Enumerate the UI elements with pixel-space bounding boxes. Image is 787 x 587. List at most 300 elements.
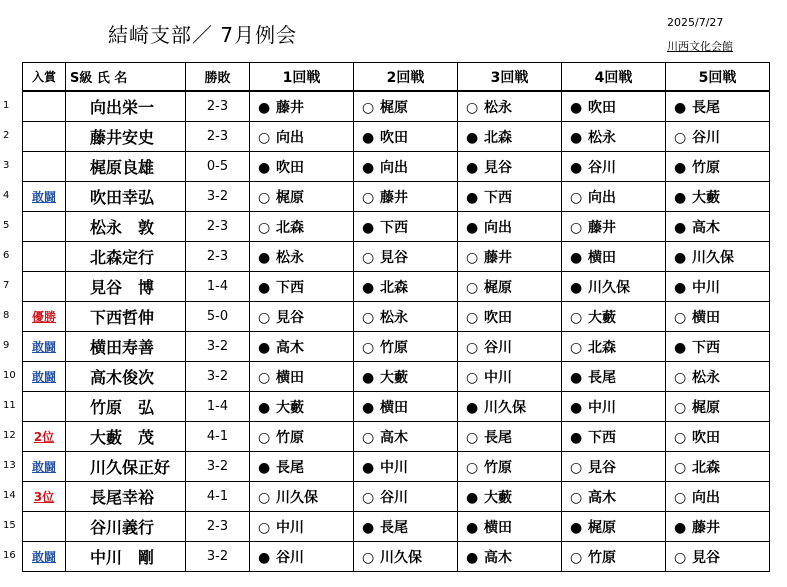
round-result-1 — [250, 512, 354, 542]
filled-circle-icon: ● — [570, 159, 583, 176]
award-cell — [23, 482, 66, 512]
opponent-name: 大藪 — [692, 189, 720, 206]
player-name: 中川 剛 — [66, 542, 186, 572]
player-name: 下西哲伸 — [66, 302, 186, 332]
award-cell — [23, 91, 66, 122]
round-result-3 — [458, 482, 562, 512]
round-result-2 — [354, 91, 458, 122]
opponent-name: 藤井 — [276, 99, 304, 116]
round-result-2 — [354, 542, 458, 572]
opponent-name: 梶原 — [588, 519, 616, 536]
filled-circle-icon: ● — [674, 99, 687, 116]
opponent-name: 大藪 — [588, 309, 616, 326]
opponent-name: 竹原 — [484, 459, 512, 476]
round-result-3 — [458, 392, 562, 422]
opponent-name: 川久保 — [380, 549, 422, 566]
filled-circle-icon: ● — [674, 189, 687, 206]
filled-circle-icon: ● — [258, 459, 271, 476]
opponent-name: 川久保 — [276, 489, 318, 506]
round-result-1 — [250, 212, 354, 242]
filled-circle-icon: ● — [570, 519, 583, 536]
round-result-3 — [458, 422, 562, 452]
hollow-circle-icon: ○ — [570, 459, 583, 476]
hollow-circle-icon: ○ — [674, 399, 687, 416]
row-number: 11 — [3, 400, 16, 411]
round-result-4 — [562, 482, 666, 512]
opponent-name: 下西 — [276, 279, 304, 296]
round-result-2 — [354, 152, 458, 182]
win-loss-score: 3-2 — [186, 332, 250, 362]
round-result-5 — [666, 362, 770, 392]
filled-circle-icon: ● — [258, 339, 271, 356]
opponent-name: 川久保 — [484, 399, 526, 416]
round-result-5 — [666, 122, 770, 152]
hollow-circle-icon: ○ — [466, 279, 479, 296]
round-result-2 — [354, 452, 458, 482]
row-number: 6 — [3, 250, 10, 261]
award-cell — [23, 362, 66, 392]
opponent-name: 竹原 — [588, 549, 616, 566]
round-result-3 — [458, 272, 562, 302]
row-number: 10 — [3, 370, 16, 381]
opponent-name: 高木 — [484, 549, 512, 566]
round-result-4 — [562, 91, 666, 122]
round-result-5 — [666, 212, 770, 242]
round-result-3 — [458, 91, 562, 122]
round-result-5 — [666, 302, 770, 332]
opponent-name: 中川 — [588, 399, 616, 416]
award-cell — [23, 452, 66, 482]
round-result-2 — [354, 422, 458, 452]
win-loss-score: 3-2 — [186, 182, 250, 212]
opponent-name: 見谷 — [380, 249, 408, 266]
filled-circle-icon: ● — [466, 489, 479, 506]
player-name: 吹田幸弘 — [66, 182, 186, 212]
hollow-circle-icon: ○ — [362, 429, 375, 446]
hollow-circle-icon: ○ — [570, 219, 583, 236]
hollow-circle-icon: ○ — [362, 549, 375, 566]
opponent-name: 見谷 — [692, 549, 720, 566]
filled-circle-icon: ● — [674, 339, 687, 356]
table-row — [23, 362, 770, 392]
row-number: 8 — [3, 310, 10, 321]
hollow-circle-icon: ○ — [362, 249, 375, 266]
opponent-name: 梶原 — [276, 189, 304, 206]
row-number: 7 — [3, 280, 10, 291]
opponent-name: 藤井 — [692, 519, 720, 536]
header-round-3: 3回戦 — [458, 63, 562, 92]
round-result-2 — [354, 242, 458, 272]
hollow-circle-icon: ○ — [362, 309, 375, 326]
win-loss-score: 0-5 — [186, 152, 250, 182]
round-result-3 — [458, 242, 562, 272]
opponent-name: 谷川 — [692, 129, 720, 146]
hollow-circle-icon: ○ — [674, 309, 687, 326]
opponent-name: 長尾 — [484, 429, 512, 446]
row-number: 14 — [3, 490, 16, 501]
hollow-circle-icon: ○ — [362, 99, 375, 116]
opponent-name: 藤井 — [380, 189, 408, 206]
round-result-3 — [458, 122, 562, 152]
opponent-name: 川久保 — [588, 279, 630, 296]
opponent-name: 松永 — [692, 369, 720, 386]
round-result-5 — [666, 422, 770, 452]
hollow-circle-icon: ○ — [466, 429, 479, 446]
opponent-name: 吹田 — [380, 129, 408, 146]
round-result-1 — [250, 482, 354, 512]
filled-circle-icon: ● — [362, 459, 375, 476]
round-result-2 — [354, 302, 458, 332]
filled-circle-icon: ● — [570, 279, 583, 296]
round-result-2 — [354, 272, 458, 302]
filled-circle-icon: ● — [570, 399, 583, 416]
win-loss-score: 3-2 — [186, 452, 250, 482]
win-loss-score: 1-4 — [186, 272, 250, 302]
filled-circle-icon: ● — [362, 159, 375, 176]
opponent-name: 横田 — [380, 399, 408, 416]
round-result-4 — [562, 152, 666, 182]
win-loss-score: 3-2 — [186, 542, 250, 572]
row-number: 12 — [3, 430, 16, 441]
round-result-5 — [666, 152, 770, 182]
table-row — [23, 422, 770, 452]
round-result-1 — [250, 152, 354, 182]
round-result-5 — [666, 482, 770, 512]
filled-circle-icon: ● — [466, 219, 479, 236]
filled-circle-icon: ● — [258, 99, 271, 116]
win-loss-score: 2-3 — [186, 242, 250, 272]
filled-circle-icon: ● — [362, 519, 375, 536]
opponent-name: 高木 — [276, 339, 304, 356]
round-result-1 — [250, 362, 354, 392]
player-name: 高木俊次 — [66, 362, 186, 392]
opponent-name: 長尾 — [692, 99, 720, 116]
round-result-5 — [666, 242, 770, 272]
round-result-4 — [562, 302, 666, 332]
opponent-name: 中川 — [692, 279, 720, 296]
round-result-4 — [562, 542, 666, 572]
round-result-1 — [250, 182, 354, 212]
header-round-5: 5回戦 — [666, 63, 770, 92]
filled-circle-icon: ● — [570, 129, 583, 146]
award-cell — [23, 512, 66, 542]
hollow-circle-icon: ○ — [258, 369, 271, 386]
opponent-name: 吹田 — [692, 429, 720, 446]
opponent-name: 横田 — [692, 309, 720, 326]
opponent-name: 竹原 — [692, 159, 720, 176]
hollow-circle-icon: ○ — [570, 339, 583, 356]
opponent-name: 梶原 — [692, 399, 720, 416]
filled-circle-icon: ● — [570, 99, 583, 116]
opponent-name: 谷川 — [588, 159, 616, 176]
round-result-1 — [250, 392, 354, 422]
round-result-3 — [458, 542, 562, 572]
opponent-name: 見谷 — [588, 459, 616, 476]
filled-circle-icon: ● — [674, 519, 687, 536]
filled-circle-icon: ● — [466, 159, 479, 176]
table-row — [23, 182, 770, 212]
award-badge: 敢闘 — [31, 550, 56, 564]
round-result-1 — [250, 242, 354, 272]
hollow-circle-icon: ○ — [362, 189, 375, 206]
table-row — [23, 302, 770, 332]
opponent-name: 吹田 — [276, 159, 304, 176]
round-result-2 — [354, 182, 458, 212]
hollow-circle-icon: ○ — [674, 489, 687, 506]
win-loss-score: 4-1 — [186, 482, 250, 512]
opponent-name: 下西 — [484, 189, 512, 206]
opponent-name: 大藪 — [380, 369, 408, 386]
player-name: 横田寿善 — [66, 332, 186, 362]
hollow-circle-icon: ○ — [466, 99, 479, 116]
table-row — [23, 212, 770, 242]
opponent-name: 見谷 — [484, 159, 512, 176]
row-number: 1 — [3, 100, 10, 111]
opponent-name: 谷川 — [484, 339, 512, 356]
table-row — [23, 452, 770, 482]
hollow-circle-icon: ○ — [674, 369, 687, 386]
award-cell — [23, 182, 66, 212]
win-loss-score: 2-3 — [186, 212, 250, 242]
results-table — [22, 62, 770, 572]
round-result-3 — [458, 182, 562, 212]
opponent-name: 梶原 — [484, 279, 512, 296]
hollow-circle-icon: ○ — [362, 489, 375, 506]
filled-circle-icon: ● — [674, 159, 687, 176]
opponent-name: 高木 — [692, 219, 720, 236]
opponent-name: 梶原 — [380, 99, 408, 116]
round-result-3 — [458, 452, 562, 482]
table-row — [23, 152, 770, 182]
header-round-1: 1回戦 — [250, 63, 354, 92]
round-result-5 — [666, 542, 770, 572]
opponent-name: 見谷 — [276, 309, 304, 326]
opponent-name: 向出 — [380, 159, 408, 176]
opponent-name: 中川 — [380, 459, 408, 476]
award-badge: 敢闘 — [31, 460, 56, 474]
hollow-circle-icon: ○ — [570, 549, 583, 566]
round-result-4 — [562, 122, 666, 152]
round-result-5 — [666, 272, 770, 302]
table-row — [23, 272, 770, 302]
filled-circle-icon: ● — [362, 129, 375, 146]
round-result-3 — [458, 152, 562, 182]
table-row — [23, 392, 770, 422]
award-badge: 敢闘 — [31, 370, 56, 384]
hollow-circle-icon: ○ — [362, 339, 375, 356]
hollow-circle-icon: ○ — [674, 129, 687, 146]
row-number: 16 — [3, 550, 16, 561]
player-name: 竹原 弘 — [66, 392, 186, 422]
opponent-name: 下西 — [588, 429, 616, 446]
opponent-name: 長尾 — [380, 519, 408, 536]
round-result-3 — [458, 332, 562, 362]
filled-circle-icon: ● — [466, 129, 479, 146]
opponent-name: 横田 — [276, 369, 304, 386]
win-loss-score: 3-2 — [186, 362, 250, 392]
player-name: 梶原良雄 — [66, 152, 186, 182]
opponent-name: 長尾 — [588, 369, 616, 386]
round-result-5 — [666, 512, 770, 542]
row-number: 3 — [3, 160, 10, 171]
opponent-name: 松永 — [380, 309, 408, 326]
round-result-4 — [562, 212, 666, 242]
player-name: 向出栄一 — [66, 91, 186, 122]
filled-circle-icon: ● — [466, 519, 479, 536]
hollow-circle-icon: ○ — [258, 189, 271, 206]
opponent-name: 下西 — [692, 339, 720, 356]
award-cell — [23, 242, 66, 272]
round-result-2 — [354, 332, 458, 362]
award-cell — [23, 392, 66, 422]
opponent-name: 谷川 — [380, 489, 408, 506]
header-round-2: 2回戦 — [354, 63, 458, 92]
hollow-circle-icon: ○ — [570, 489, 583, 506]
opponent-name: 横田 — [484, 519, 512, 536]
filled-circle-icon: ● — [258, 159, 271, 176]
hollow-circle-icon: ○ — [466, 249, 479, 266]
opponent-name: 横田 — [588, 249, 616, 266]
opponent-name: 藤井 — [484, 249, 512, 266]
award-cell — [23, 422, 66, 452]
opponent-name: 北森 — [588, 339, 616, 356]
round-result-4 — [562, 392, 666, 422]
round-result-2 — [354, 482, 458, 512]
table-row — [23, 122, 770, 152]
round-result-5 — [666, 332, 770, 362]
award-cell — [23, 122, 66, 152]
award-badge: 2位 — [33, 430, 55, 444]
win-loss-score: 5-0 — [186, 302, 250, 332]
filled-circle-icon: ● — [258, 399, 271, 416]
round-result-4 — [562, 332, 666, 362]
player-name: 長尾幸裕 — [66, 482, 186, 512]
filled-circle-icon: ● — [466, 549, 479, 566]
round-result-4 — [562, 512, 666, 542]
round-result-2 — [354, 392, 458, 422]
hollow-circle-icon: ○ — [258, 309, 271, 326]
hollow-circle-icon: ○ — [674, 429, 687, 446]
round-result-4 — [562, 452, 666, 482]
award-cell — [23, 302, 66, 332]
table-row — [23, 332, 770, 362]
opponent-name: 竹原 — [276, 429, 304, 446]
opponent-name: 谷川 — [276, 549, 304, 566]
hollow-circle-icon: ○ — [466, 309, 479, 326]
round-result-4 — [562, 242, 666, 272]
hollow-circle-icon: ○ — [258, 519, 271, 536]
round-result-5 — [666, 91, 770, 122]
filled-circle-icon: ● — [570, 369, 583, 386]
opponent-name: 北森 — [276, 219, 304, 236]
player-name: 松永 敦 — [66, 212, 186, 242]
row-number: 4 — [3, 190, 10, 201]
award-cell — [23, 542, 66, 572]
round-result-3 — [458, 212, 562, 242]
hollow-circle-icon: ○ — [570, 189, 583, 206]
round-result-1 — [250, 422, 354, 452]
round-result-4 — [562, 272, 666, 302]
opponent-name: 北森 — [484, 129, 512, 146]
filled-circle-icon: ● — [570, 249, 583, 266]
header-score: 勝敗 — [186, 63, 250, 92]
round-result-2 — [354, 212, 458, 242]
round-result-2 — [354, 122, 458, 152]
opponent-name: 中川 — [484, 369, 512, 386]
table-row — [23, 242, 770, 272]
opponent-name: 向出 — [276, 129, 304, 146]
player-name: 藤井安史 — [66, 122, 186, 152]
player-name: 谷川義行 — [66, 512, 186, 542]
round-result-1 — [250, 302, 354, 332]
filled-circle-icon: ● — [258, 249, 271, 266]
opponent-name: 高木 — [380, 429, 408, 446]
award-cell — [23, 332, 66, 362]
win-loss-score: 2-3 — [186, 122, 250, 152]
award-badge: 敢闘 — [31, 340, 56, 354]
table-row — [23, 512, 770, 542]
round-result-1 — [250, 91, 354, 122]
opponent-name: 松永 — [276, 249, 304, 266]
round-result-4 — [562, 362, 666, 392]
round-result-4 — [562, 182, 666, 212]
round-result-3 — [458, 512, 562, 542]
opponent-name: 下西 — [380, 219, 408, 236]
opponent-name: 向出 — [692, 489, 720, 506]
filled-circle-icon: ● — [362, 399, 375, 416]
table-row — [23, 91, 770, 122]
filled-circle-icon: ● — [362, 369, 375, 386]
award-cell — [23, 212, 66, 242]
hollow-circle-icon: ○ — [466, 339, 479, 356]
header-name: S級 氏 名 — [66, 63, 186, 92]
hollow-circle-icon: ○ — [258, 129, 271, 146]
hollow-circle-icon: ○ — [258, 429, 271, 446]
round-result-1 — [250, 452, 354, 482]
award-cell — [23, 152, 66, 182]
opponent-name: 川久保 — [692, 249, 734, 266]
filled-circle-icon: ● — [466, 399, 479, 416]
opponent-name: 北森 — [692, 459, 720, 476]
hollow-circle-icon: ○ — [570, 309, 583, 326]
win-loss-score: 2-3 — [186, 91, 250, 122]
opponent-name: 北森 — [380, 279, 408, 296]
round-result-1 — [250, 122, 354, 152]
filled-circle-icon: ● — [570, 429, 583, 446]
player-name: 見谷 博 — [66, 272, 186, 302]
filled-circle-icon: ● — [362, 279, 375, 296]
header-row — [23, 63, 770, 92]
round-result-2 — [354, 362, 458, 392]
filled-circle-icon: ● — [258, 279, 271, 296]
opponent-name: 松永 — [588, 129, 616, 146]
opponent-name: 吹田 — [588, 99, 616, 116]
row-number: 5 — [3, 220, 10, 231]
page-title: 結崎支部／ 7月例会 — [108, 23, 298, 47]
opponent-name: 向出 — [484, 219, 512, 236]
filled-circle-icon: ● — [466, 189, 479, 206]
opponent-name: 高木 — [588, 489, 616, 506]
opponent-name: 竹原 — [380, 339, 408, 356]
round-result-1 — [250, 272, 354, 302]
round-result-2 — [354, 512, 458, 542]
filled-circle-icon: ● — [674, 279, 687, 296]
row-number: 15 — [3, 520, 16, 531]
round-result-1 — [250, 542, 354, 572]
opponent-name: 松永 — [484, 99, 512, 116]
opponent-name: 中川 — [276, 519, 304, 536]
hollow-circle-icon: ○ — [258, 219, 271, 236]
